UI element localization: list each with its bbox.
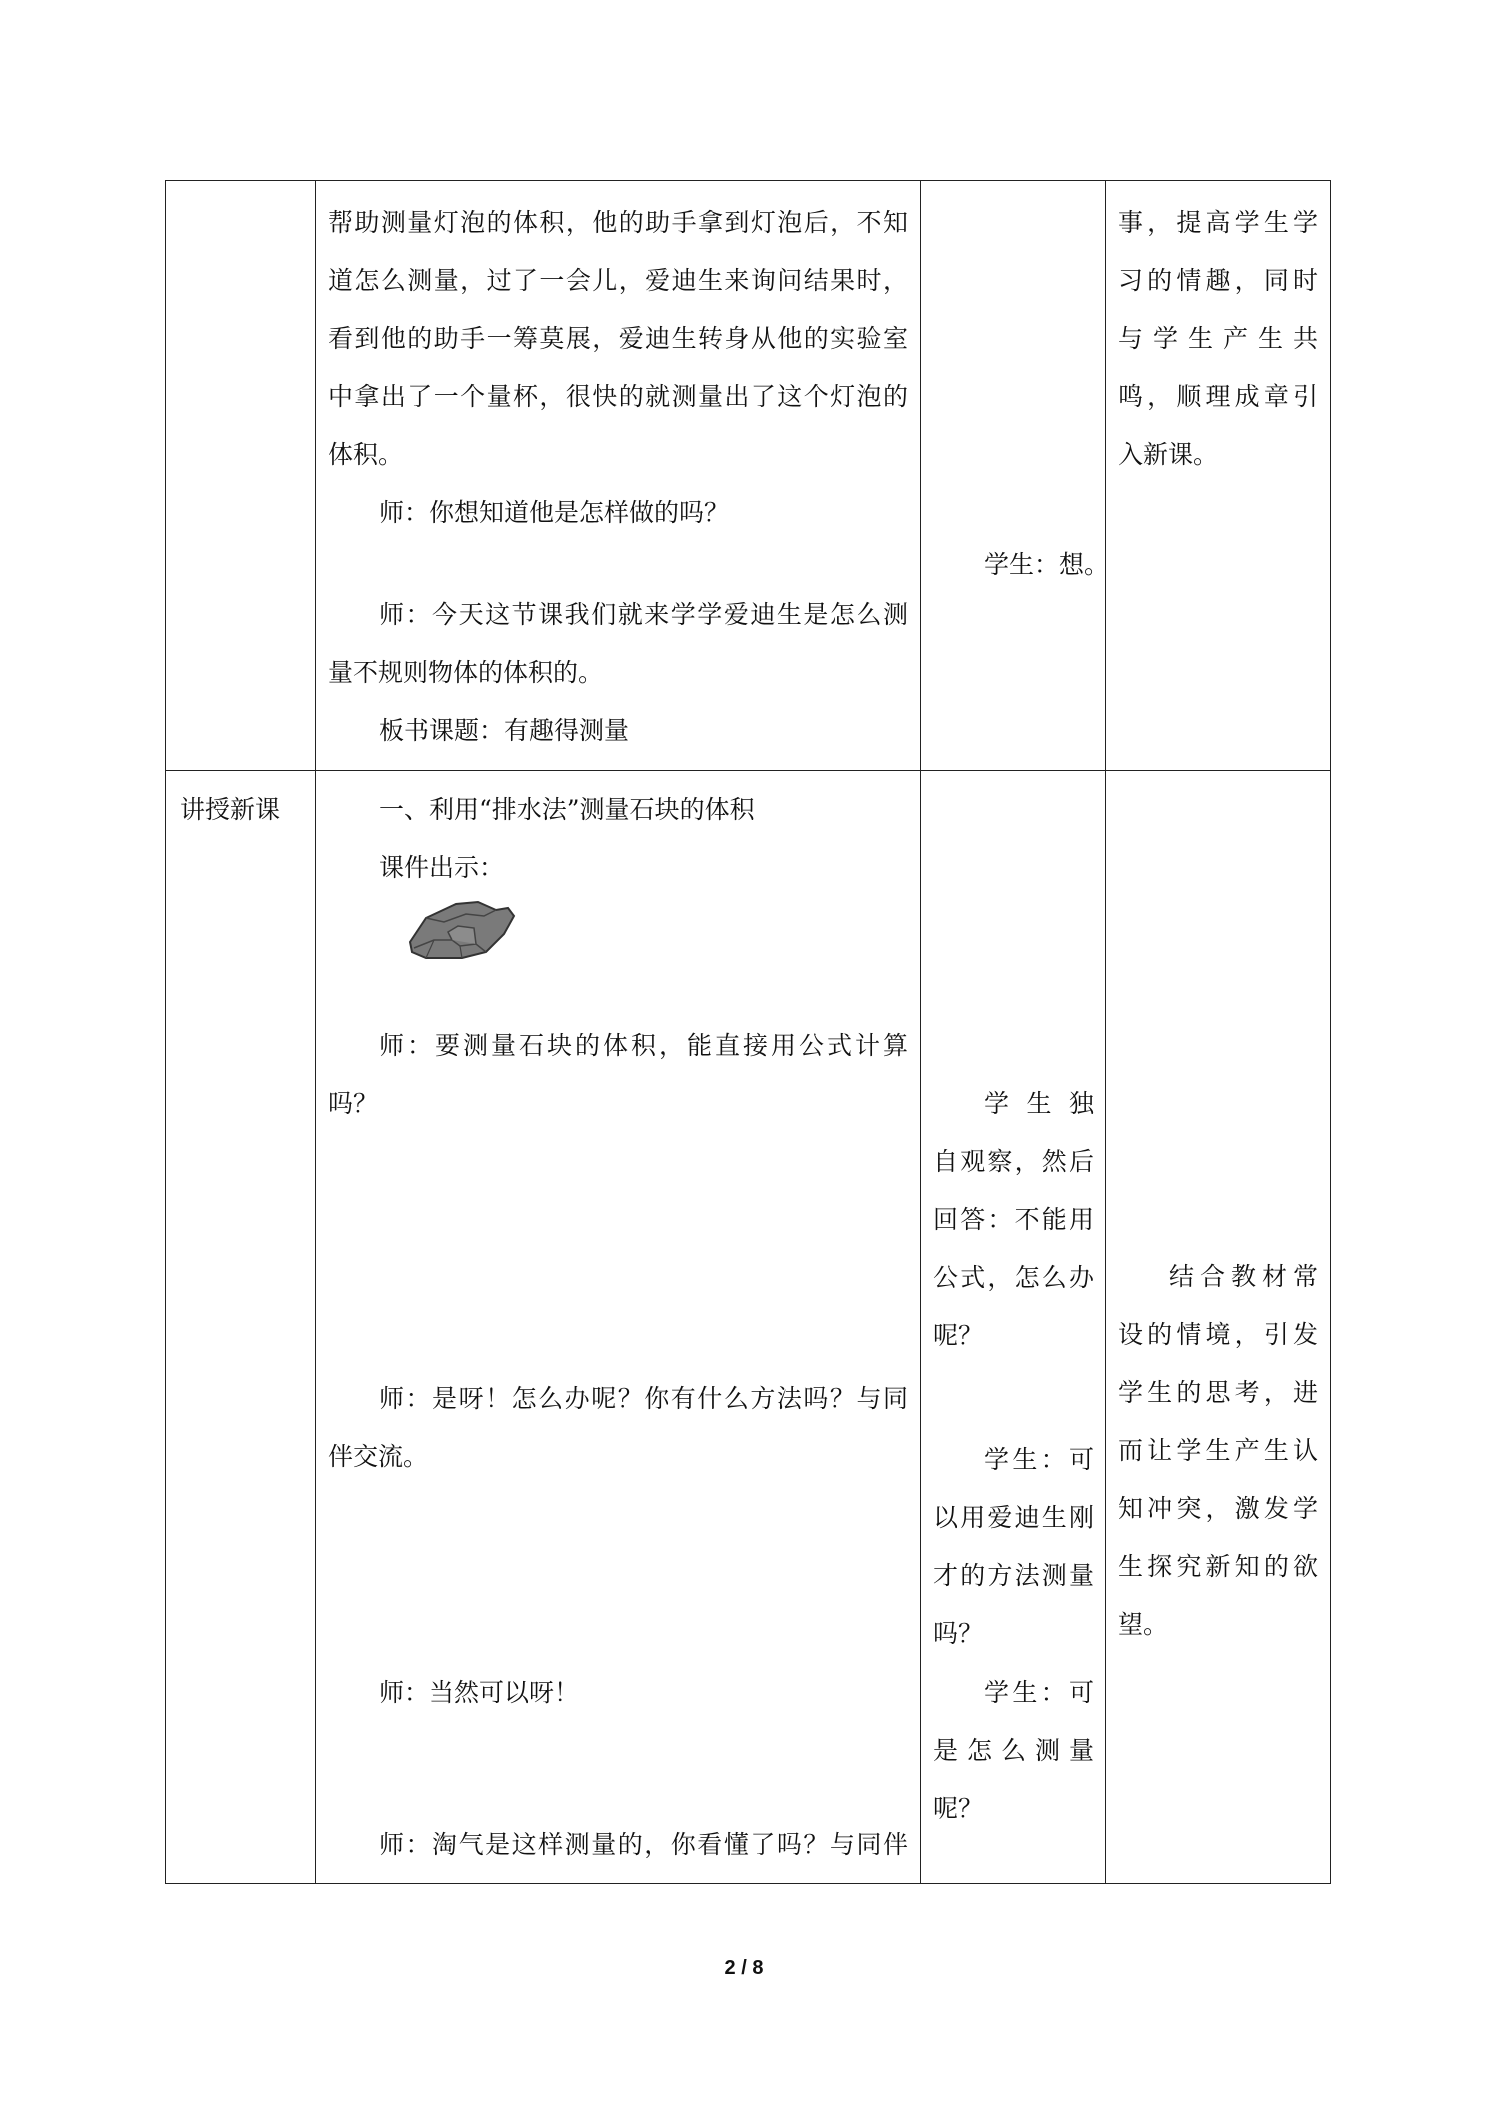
stone-image	[404, 896, 519, 966]
teacher-line: 师：今天这节课我们就来学学爱迪生是怎么测	[379, 600, 908, 629]
intent-line: 结合教材常	[1169, 1262, 1318, 1291]
stage-cell	[166, 771, 316, 1884]
teacher-line: 中拿出了一个量杯，很快的就测量出了这个灯泡的	[328, 382, 908, 411]
teacher-line: 看到他的助手一筹莫展，爱迪生转身从他的实验室	[328, 324, 908, 353]
student-line: 回答：不能用	[933, 1205, 1094, 1234]
lesson-plan-table	[165, 180, 1331, 1884]
student-line: 呢？	[933, 1794, 984, 1823]
intent-line: 设的情境，引发	[1118, 1320, 1318, 1349]
intent-line: 学生的思考，进	[1118, 1378, 1318, 1407]
stage-cell	[166, 181, 316, 771]
student-line: 吗？	[933, 1619, 984, 1648]
student-line: 才的方法测量	[933, 1561, 1094, 1590]
teacher-line: 师：要测量石块的体积，能直接用公式计算	[379, 1031, 908, 1060]
student-activity-cell	[921, 771, 1106, 1884]
teacher-line: 量不规则物体的体积的。	[328, 658, 604, 687]
teacher-line: 师：是呀！怎么办呢？你有什么方法吗？与同	[379, 1384, 908, 1413]
intent-line: 而让学生产生认	[1118, 1436, 1318, 1465]
teacher-line: 吗？	[328, 1089, 379, 1118]
student-line: 学生独	[984, 1089, 1094, 1118]
teacher-line: 板书课题：有趣得测量	[379, 716, 630, 745]
student-line: 自观察，然后	[933, 1147, 1094, 1176]
table-row	[166, 771, 1331, 1884]
intent-line: 鸣，顺理成章引	[1118, 382, 1318, 411]
teacher-activity-cell	[316, 181, 921, 771]
teacher-line: 道怎么测量，过了一会儿，爱迪生来询问结果时，	[328, 266, 908, 295]
teacher-line: 师：你想知道他是怎样做的吗？	[379, 498, 730, 527]
intent-line: 与学生产生共	[1118, 324, 1318, 353]
teacher-line: 帮助测量灯泡的体积，他的助手拿到灯泡后，不知	[328, 208, 908, 237]
student-activity-cell	[921, 181, 1110, 771]
teacher-line: 伴交流。	[328, 1442, 429, 1471]
intent-line: 入新课。	[1118, 440, 1219, 469]
teacher-line: 课件出示：	[379, 853, 505, 882]
intent-line: 望。	[1118, 1610, 1169, 1639]
intent-line: 习的情趣，同时	[1118, 266, 1318, 295]
student-line: 以用爱迪生刚	[933, 1503, 1094, 1532]
intent-line: 事，提高学生学	[1118, 208, 1318, 237]
teacher-line: 体积。	[328, 440, 404, 469]
teacher-line: 师：当然可以呀！	[379, 1678, 580, 1707]
student-line: 是怎么测量	[933, 1736, 1094, 1765]
design-intent-cell	[1106, 181, 1331, 771]
intent-line: 知冲突，激发学	[1118, 1494, 1318, 1523]
teacher-line: 一、利用“排水法”测量石块的体积	[379, 795, 755, 824]
table-row	[166, 181, 1331, 771]
intent-line: 生探究新知的欲	[1118, 1552, 1318, 1581]
student-line: 呢？	[933, 1321, 984, 1350]
student-line: 公式，怎么办	[933, 1263, 1094, 1292]
stage-label: 讲授新课	[180, 795, 281, 824]
page-number: 2 / 8	[724, 1957, 764, 1979]
student-line: 学生：想。	[984, 550, 1110, 579]
student-line: 学生：可	[984, 1445, 1094, 1474]
student-line: 学生：可	[984, 1678, 1094, 1707]
design-intent-cell	[1106, 771, 1331, 1884]
teacher-line: 师：淘气是这样测量的，你看懂了吗？与同伴	[379, 1830, 908, 1859]
teacher-activity-cell	[316, 771, 921, 1884]
